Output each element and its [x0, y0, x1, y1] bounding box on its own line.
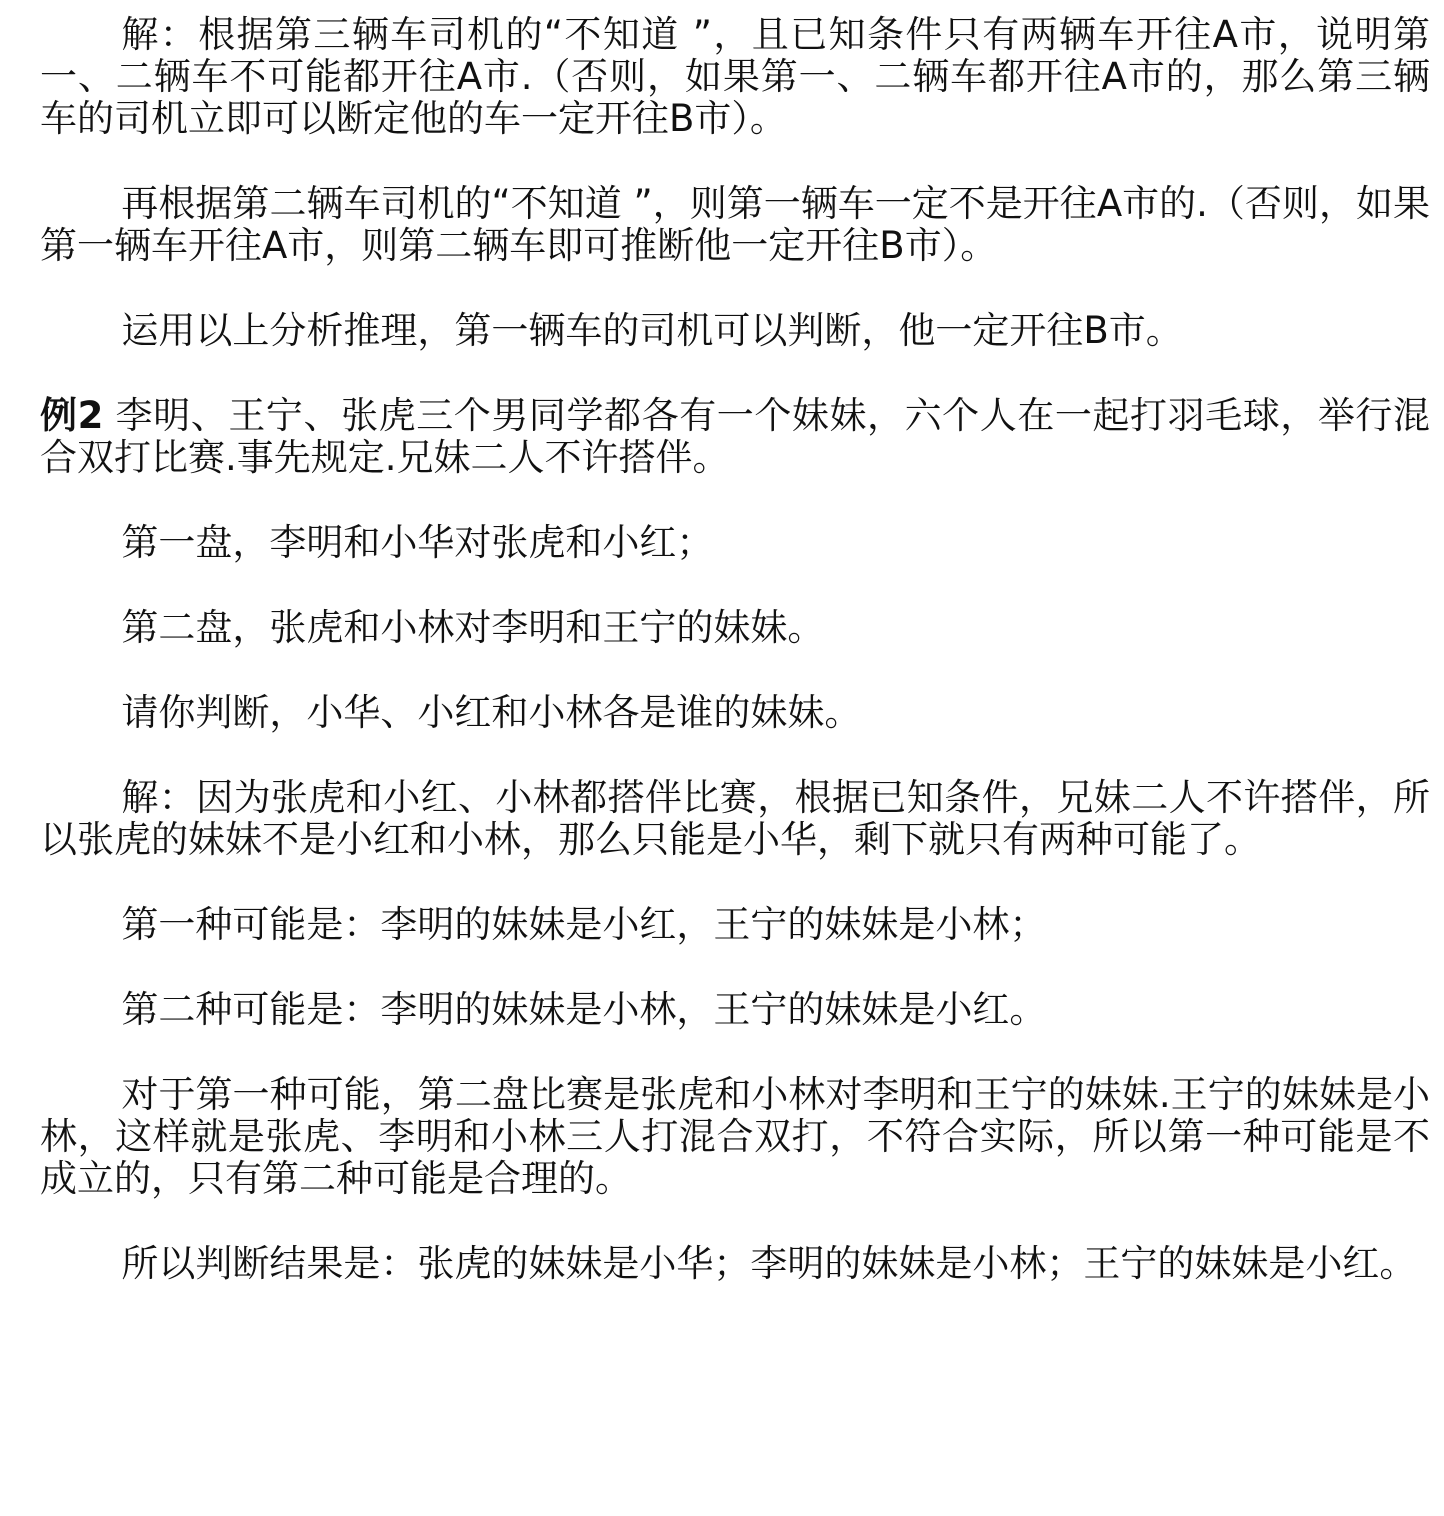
example-2-paragraph	[40, 395, 1430, 479]
analysis-paragraph	[40, 1074, 1430, 1200]
solution-paragraph-3	[40, 777, 1430, 861]
paragraph-text: 解：因为张虎和小红、小林都搭伴比赛，根据已知条件，兄妹二人不许搭伴，所以张虎的妹妹不是小红和小林，那么只能是小华，剩下就只有两种可能了。	[40, 776, 1430, 861]
paragraph-text: 所以判断结果是：张虎的妹妹是小华；李明的妹妹是小林；王宁的妹妹是小红。	[121, 1242, 1417, 1285]
paragraph-text: 解：根据第三辆车司机的“不知道 ”，且已知条件只有两辆车开往A市，说明第一、二辆车不可能都开往A市.（否则，如果第一、二辆车都开往A市的，那么第三辆车的司机立即可以断定他的车一定开往B市）。	[40, 13, 1430, 140]
round-2-paragraph	[40, 607, 1430, 649]
solution-paragraph-1	[40, 14, 1430, 140]
question-paragraph	[40, 692, 1430, 734]
possibility-1-paragraph	[40, 904, 1430, 946]
paragraph-text: 请你判断，小华、小红和小林各是谁的妹妹。	[121, 691, 862, 734]
example-label: 例2	[40, 394, 104, 437]
conclusion-paragraph-1	[40, 310, 1430, 352]
final-result-paragraph	[40, 1243, 1430, 1285]
paragraph-text: 第一种可能是：李明的妹妹是小红，王宁的妹妹是小林；	[121, 903, 1047, 946]
possibility-2-paragraph	[40, 989, 1430, 1031]
paragraph-text: 第一盘，李明和小华对张虎和小红；	[121, 521, 714, 564]
paragraph-text: 再根据第二辆车司机的“不知道 ”，则第一辆车一定不是开往A市的.（否则，如果第一辆车开往A市，则第二辆车即可推断他一定开往B市）。	[40, 182, 1430, 267]
paragraph-text: 第二种可能是：李明的妹妹是小林，王宁的妹妹是小红。	[121, 988, 1047, 1031]
paragraph-text: 运用以上分析推理，第一辆车的司机可以判断，他一定开往B市。	[121, 309, 1183, 352]
paragraph-text: 对于第一种可能，第二盘比赛是张虎和小林对李明和王宁的妹妹.王宁的妹妹是小林，这样就是张虎、李明和小林三人打混合双打，不符合实际，所以第一种可能是不成立的，只有第二种可能是合理的。	[40, 1073, 1430, 1200]
document-page	[40, 14, 1430, 1285]
paragraph-text: 李明、王宁、张虎三个男同学都各有一个妹妹，六个人在一起打羽毛球，举行混合双打比赛.事先规定.兄妹二人不许搭伴。	[40, 394, 1431, 479]
paragraph-text: 第二盘，张虎和小林对李明和王宁的妹妹。	[121, 606, 825, 649]
round-1-paragraph	[40, 522, 1430, 564]
solution-paragraph-2	[40, 183, 1430, 267]
